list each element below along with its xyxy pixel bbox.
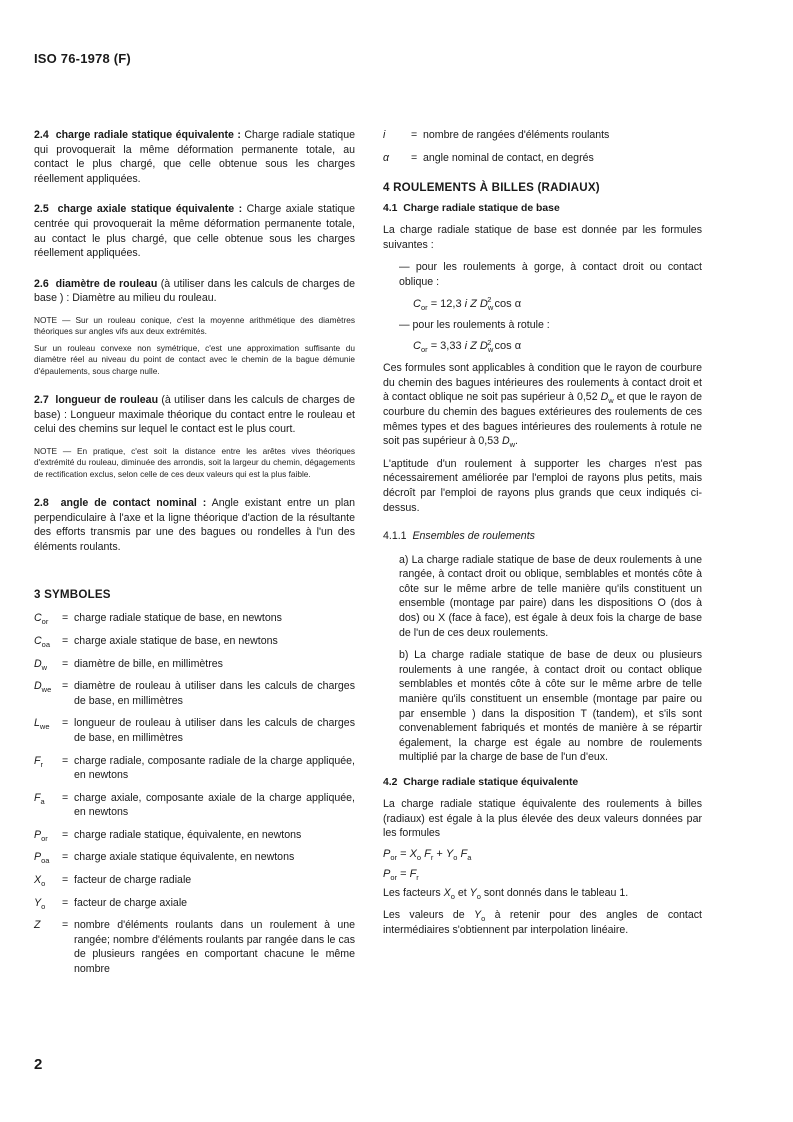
right-column [383,128,702,938]
section-2-4: 2.4 charge radiale statique équivalente : Charge radiale statique qui provoquerait la même déformation permanente totale, au contact le plus chargé, que celle obtenue sous les charges réellement appliquées. [34,129,355,185]
section-4-1-aptitude: L'aptitude d'un roulement à supporter les charges n'est pas nécessairement améliorée par l'emploi de rayons plus petits, mais décroît par l'emploi de rayons plus grands que ceux indiqués ci-dessus. [383,457,702,514]
section-4-1-intro: La charge radiale statique de base est donnée par les formules suivantes : [383,224,702,251]
symbol-item: $L_{we}$ = longueur de rouleau à utiliser dans les calculs de charges de base, en millimètres [34,717,355,744]
formula-cor-rotule: $C_{or} = 3,33$ i Z $D_w^2$ cos α [413,337,522,355]
section-4-2-interpolation: Les valeurs de $Y_o$ à retenir pour des angles de contact intermédiaires s'obtiennent par interpolation linéaire. [383,909,702,936]
section-4-2-intro: La charge radiale statique équivalente des roulements à billes (radiaux) est égale à la plus élevée des deux valeurs données par les formules [383,798,702,840]
paragraph-a: a) La charge radiale statique de base de deux roulements à une rangée, à contact droit ou oblique, semblables et montés côte à côte sur le même arbre de telle manière qu'ils constituent un ensemble (montage par paire) dans les dispositions O (dos à dos) ou X (face à face), est égale à deux fois la charge de base de l'un de ces deux roulements. [399,553,702,639]
symbol-item: $Y_o$ = facteur de charge axiale [34,896,188,911]
section-2-5: 2.5 charge axiale statique équivalente : Charge axiale statique centrée qui provoquerait la même déformation permanente totale, au contact le plus chargé, que celle obtenue sous les charges réellement appliquées. [34,203,356,260]
document-header: ISO 76-1978 (F) [34,51,131,66]
section-4-heading: 4 ROULEMENTS À BILLES (RADIAUX) [383,181,600,195]
symbol-item: Z = nombre d'éléments roulants dans un roulement à une rangée; nombre d'éléments roulants par rangée dans le cas de plusieurs rangées en comportant chacune le même nombre [34,919,355,976]
left-column [34,128,355,977]
case-gorge: — pour les roulements à gorge, à contact droit ou contact oblique : [399,261,702,288]
note-2-6-a: NOTE — Sur un rouleau conique, c'est la moyenne arithmétique des diamètres théoriques sur angles vifs aux deux extrémités. [34,314,355,337]
paragraph-b: b) La charge radiale statique de base de deux ou plusieurs roulements à une rangée, à contact droit ou contact oblique semblables et montés côte à côte sur le même arbre de telle manière qu'ils constituent un ensemble (montage par paire ou par ensemble ) dans la disposition T (tandem), et s'ils sont convenablement fabriqués et montés de manière à se répartir également, la charge est égale au nombre de roulements multiplié par la charge de base de l'un d'eux. [399,649,702,764]
note-2-6-b: Sur un rouleau convexe non symétrique, c'est une approximation suffisante du diamètre réel au niveau du point de contact avec le chemin de la bague démunie d'épaulements, sous charge nulle. [34,342,355,376]
section-2-6: 2.6 diamètre de rouleau (à utiliser dans les calculs de charges de base ) : Diamètre au milieu du rouleau. [34,277,356,305]
symbol-item: $C_{oa}$ = charge axiale statique de base, en newtons [34,634,278,650]
symbols-list [34,611,355,976]
formula-cor-gorge: $C_{or} = 12,3$ i Z $D_w^2$ cos α [413,294,522,312]
formula-por-1: $P_{or} = X_o$ $F_r + Y_o$ $F_a$ [383,847,472,862]
symbol-item: $P_{or}$ = charge radiale statique, équivalente, en newtons [34,828,302,843]
symbol-item: $D_{we}$ = diamètre de rouleau à utiliser dans les calculs de charges de base, en millimètres [34,680,355,707]
symbol-item: $D_w$ = diamètre de bille, en millimètres [34,657,223,672]
symbol-item-i: i = nombre de rangées d'éléments roulants [383,129,610,141]
symbol-item: $C_{or}$ = charge radiale statique de base, en newtons [34,612,282,627]
symbol-item: $X_o$ = facteur de charge radiale [34,874,192,889]
section-4-1-conditions: Ces formules sont applicables à condition que le rayon de courbure du chemin des bagues intérieures des roulements à contact droit et à contact oblique ne soit pas supérieur à 0,52 $D_w$ et que le rayon de courbure du chemin des bagues extérieures des roulements de ces mêmes types et des bagues intérieures des roulements à rotule ne soit pas supérieur à 0,53 $D_w$. [383,362,702,450]
section-4-2-title: 4.2 Charge radiale statique équivalente [383,777,579,788]
section-3-heading: 3 SYMBOLES [34,588,111,602]
note-2-7: NOTE — En pratique, c'est soit la distance entre les arêtes vives théoriques d'extrémité du rouleau, diminuée des arrondis, soit la largeur du chemin, dégagements de rectification exclus, selon celle de ces deux valeurs qui est la plus faible. [34,445,355,479]
page-number: 2 [34,1056,43,1073]
section-4-1-1-title: 4.1.1 Ensembles de roulements [383,530,535,543]
formula-por-2: $P_{or} = F_r$ [383,867,419,882]
section-4-1-title: 4.1 Charge radiale statique de base [383,203,560,215]
symbol-item: $F_r$ = charge radiale, composante radiale de la charge appliquée, en newtons [34,754,355,782]
case-rotule: — pour les roulements à rotule : [399,318,550,331]
section-2-8: 2.8 angle de contact nominal : Angle existant entre un plan perpendiculaire à l'axe et la ligne théorique d'action de la résultante des efforts transmis par une des bagues ou rondelles à l'un des éléments roulants. [34,496,356,553]
section-4-2-factors: Les facteurs $X_o$ et $Y_o$ sont donnés dans le tableau 1. [383,886,629,901]
section-2-7: 2.7 longueur de rouleau (à utiliser dans les calculs de charges de base) : Longueur maximale théorique du contact entre le rouleau et celui des chemins sur lequel le contact est le plus court. [34,393,355,436]
symbol-item-alpha: α = angle nominal de contact, en degrés [383,151,594,164]
symbol-item: $F_a$ = charge axiale, composante axiale de la charge appliquée, en newtons [34,791,355,819]
symbol-item: $P_{oa}$ = charge axiale statique équivalente, en newtons [34,851,295,866]
